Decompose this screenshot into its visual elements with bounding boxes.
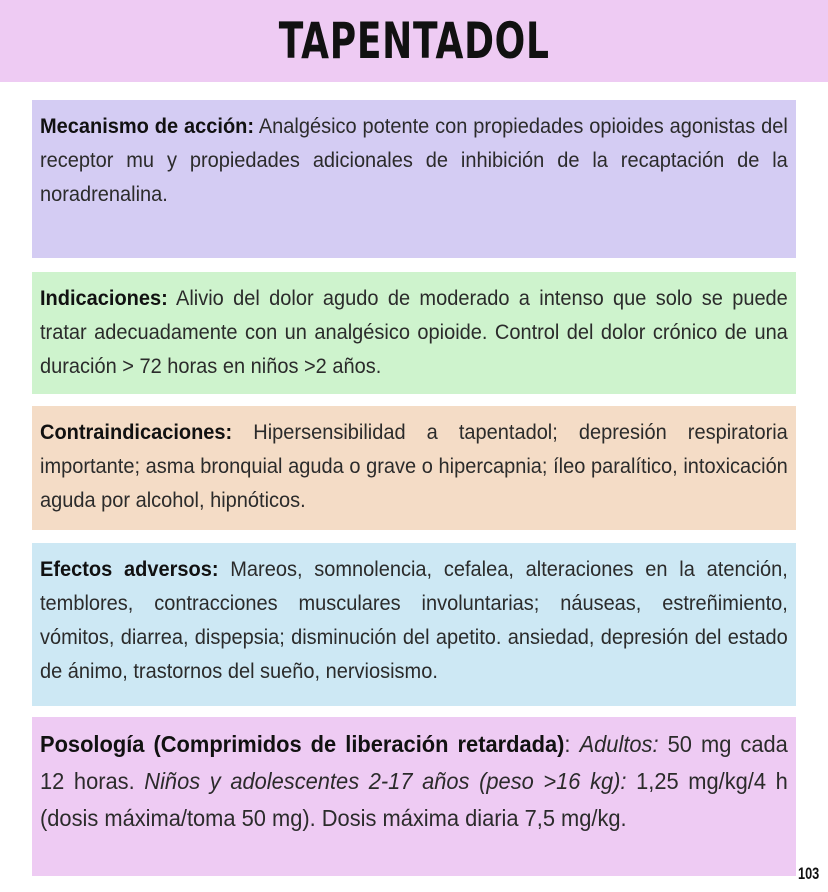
section-label: Indicaciones: [40,286,168,310]
section-contraindications [32,406,796,530]
section-text-part: 50 mg cada 12 horas. [40,731,788,794]
section-mechanism [32,100,796,258]
section-text: Hipersensibilidad a tapentadol; depresión respiratoria importante; asma bronquial aguda o grave o hipercapnia; íleo paralítico, intoxicación aguda por alcohol, hipnóticos. [40,420,788,512]
section-label: Contraindicaciones: [40,420,233,444]
section-text-part: 1,25 mg/kg/4 h (dosis máxima/toma 50 mg). Dosis máxima diaria 7,5 mg/kg. [40,768,788,831]
section-text: Alivio del dolor agudo de moderado a intenso que solo se puede tratar adecuadamente con un analgésico opioide. Control del dolor crónico de una duración > 72 horas en niños >2 años. [40,286,788,378]
section-text-part-adults: Adultos: [579,731,659,757]
page-number: 103 [798,864,820,883]
section-text-part: : [564,731,580,757]
section-label: Efectos adversos: [40,557,219,581]
section-text: Analgésico potente con propiedades opioides agonistas del receptor mu y propiedades adicionales de inhibición de la recaptación de la noradrenalina. [40,114,788,206]
section-adverse-effects [32,543,796,706]
section-label: Mecanismo de acción: [40,114,255,138]
section-indications [32,272,796,394]
section-label: Posología (Comprimidos de liberación retardada) [40,731,565,757]
section-dosage [32,717,796,876]
page-title: TAPENTADOL [278,12,550,70]
section-text: Mareos, somnolencia, cefalea, alteraciones en la atención, temblores, contracciones musculares involuntarias; náuseas, estreñimiento, vómitos, diarrea, dispepsia; disminución del apetito. ansiedad, depresión del estado de ánimo, trastornos del sueño, nerviosismo. [40,557,788,683]
page-header [0,0,828,82]
section-text-part-children: Niños y adolescentes 2-17 años (peso >16 kg): [144,768,627,794]
